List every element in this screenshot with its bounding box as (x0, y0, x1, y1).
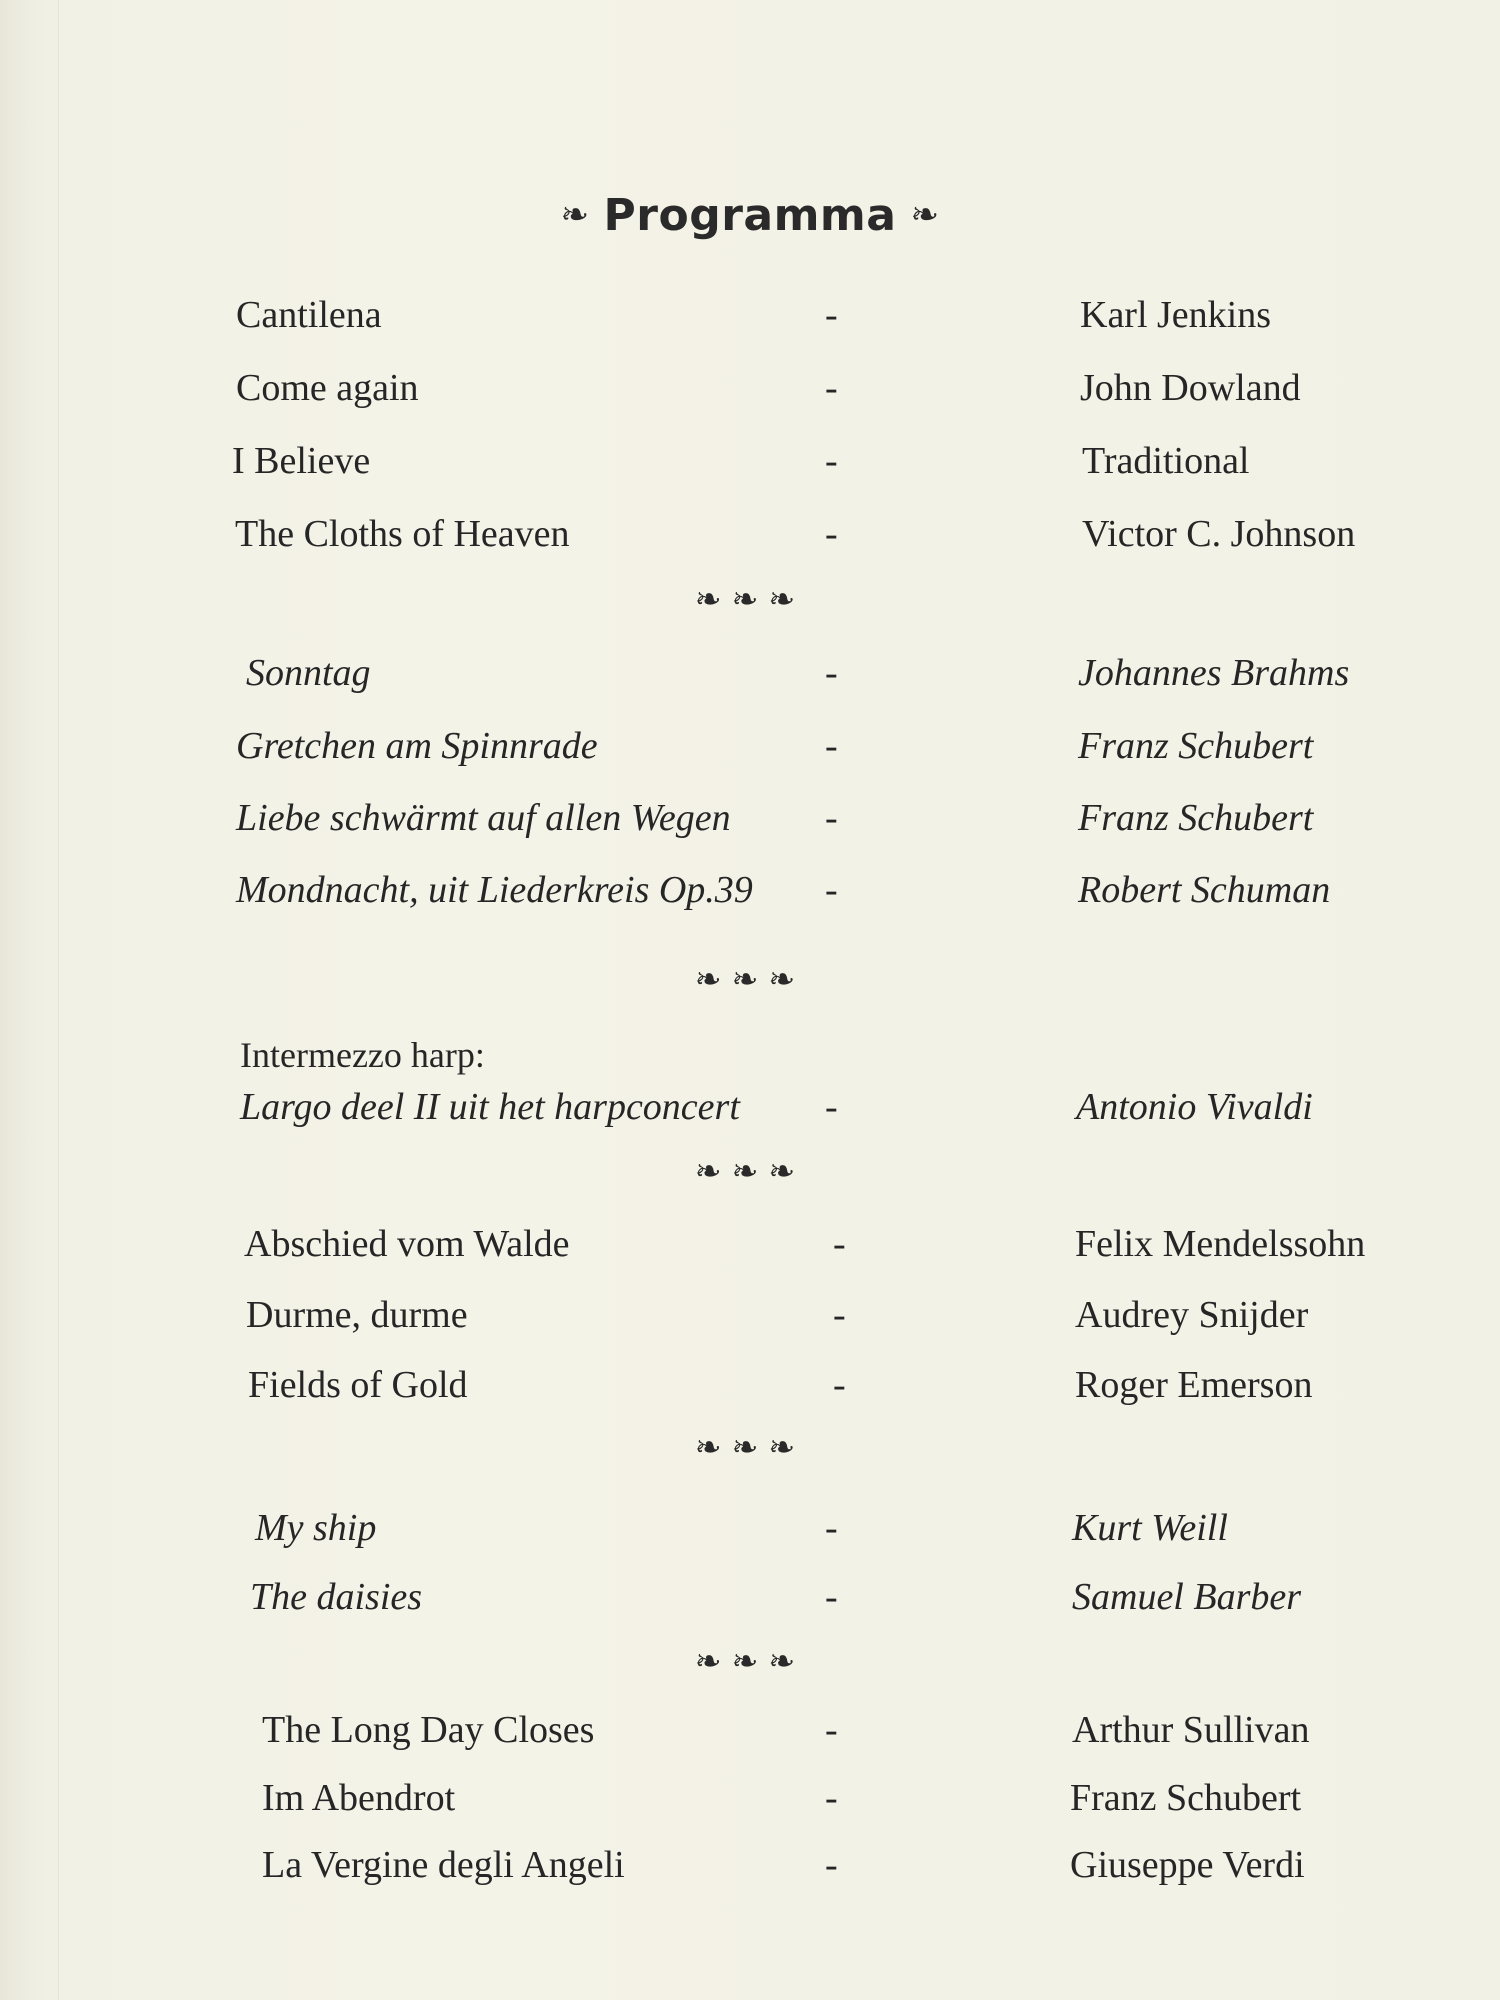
composer-name: Audrey Snijder (1075, 1294, 1309, 1336)
program-item (0, 290, 1500, 340)
program-item (0, 648, 1500, 698)
program-item (0, 1773, 1500, 1823)
composer-name: Robert Schuman (1078, 869, 1331, 911)
separator-dash: - (825, 440, 838, 482)
composer-name: Franz Schubert (1078, 725, 1314, 767)
program-item (0, 363, 1500, 413)
composer-name: Karl Jenkins (1080, 294, 1272, 336)
separator-dash: - (825, 294, 838, 336)
separator-dash: - (825, 652, 838, 694)
piece-title: Come again (236, 367, 419, 409)
program-item (0, 436, 1500, 486)
program-item (0, 509, 1500, 559)
section-divider: ❧❧❧ (694, 1428, 806, 1466)
piece-title: Durme, durme (246, 1294, 468, 1336)
fleuron-icon: ❧ (910, 195, 940, 235)
program-item (0, 1360, 1500, 1410)
program-item (0, 1219, 1500, 1269)
separator-dash: - (825, 797, 838, 839)
piece-title: La Vergine degli Angeli (262, 1844, 625, 1886)
piece-title: Cantilena (236, 294, 382, 336)
piece-title: I Believe (232, 440, 371, 482)
piece-title: Abschied vom Walde (244, 1223, 570, 1265)
piece-title: Gretchen am Spinnrade (236, 725, 598, 767)
intermezzo-label: Intermezzo harp: (240, 1035, 485, 1075)
composer-name: Franz Schubert (1070, 1777, 1302, 1819)
section-divider: ❧❧❧ (694, 1152, 806, 1190)
program-item (0, 1290, 1500, 1340)
separator-dash: - (825, 1777, 838, 1819)
separator-dash: - (825, 1086, 838, 1128)
composer-name: Giuseppe Verdi (1070, 1844, 1305, 1886)
program-item (0, 1082, 1500, 1132)
piece-title: Im Abendrot (262, 1777, 456, 1819)
separator-dash: - (825, 725, 838, 767)
program-item (0, 793, 1500, 843)
composer-name: Kurt Weill (1072, 1507, 1228, 1549)
separator-dash: - (825, 513, 838, 555)
piece-title: Sonntag (246, 652, 371, 694)
composer-name: Samuel Barber (1072, 1576, 1302, 1618)
composer-name: Antonio Vivaldi (1076, 1086, 1313, 1128)
separator-dash: - (833, 1294, 846, 1336)
separator-dash: - (825, 1576, 838, 1618)
composer-name: Franz Schubert (1078, 797, 1314, 839)
separator-dash: - (825, 1709, 838, 1751)
piece-title: Largo deel II uit het harpconcert (240, 1086, 740, 1128)
separator-dash: - (833, 1223, 846, 1265)
composer-name: Felix Mendelssohn (1075, 1223, 1366, 1265)
piece-title: The daisies (250, 1576, 423, 1618)
fleuron-icon: ❧ (560, 195, 590, 235)
program-item (0, 1840, 1500, 1890)
composer-name: Johannes Brahms (1078, 652, 1350, 694)
piece-title: The Long Day Closes (262, 1709, 595, 1751)
piece-title: Fields of Gold (248, 1364, 468, 1406)
program-item (0, 1572, 1500, 1622)
program-item (0, 1705, 1500, 1755)
separator-dash: - (833, 1364, 846, 1406)
piece-title: The Cloths of Heaven (235, 513, 570, 555)
piece-title: My ship (255, 1507, 377, 1549)
program-item (0, 721, 1500, 771)
composer-name: Arthur Sullivan (1072, 1709, 1310, 1751)
piece-title: Liebe schwärmt auf allen Wegen (236, 797, 731, 839)
composer-name: Roger Emerson (1075, 1364, 1313, 1406)
separator-dash: - (825, 367, 838, 409)
composer-name: Victor C. Johnson (1082, 513, 1356, 555)
section-divider: ❧❧❧ (694, 580, 806, 618)
section-divider: ❧❧❧ (694, 1642, 806, 1680)
separator-dash: - (825, 1507, 838, 1549)
section-divider: ❧❧❧ (694, 960, 806, 998)
program-item (0, 1503, 1500, 1553)
page-title (0, 190, 1500, 241)
separator-dash: - (825, 869, 838, 911)
composer-name: Traditional (1082, 440, 1250, 482)
piece-title: Mondnacht, uit Liederkreis Op.39 (236, 869, 753, 911)
composer-name: John Dowland (1080, 367, 1301, 409)
title-text: Programma (603, 190, 897, 241)
program-item (0, 865, 1500, 915)
separator-dash: - (825, 1844, 838, 1886)
